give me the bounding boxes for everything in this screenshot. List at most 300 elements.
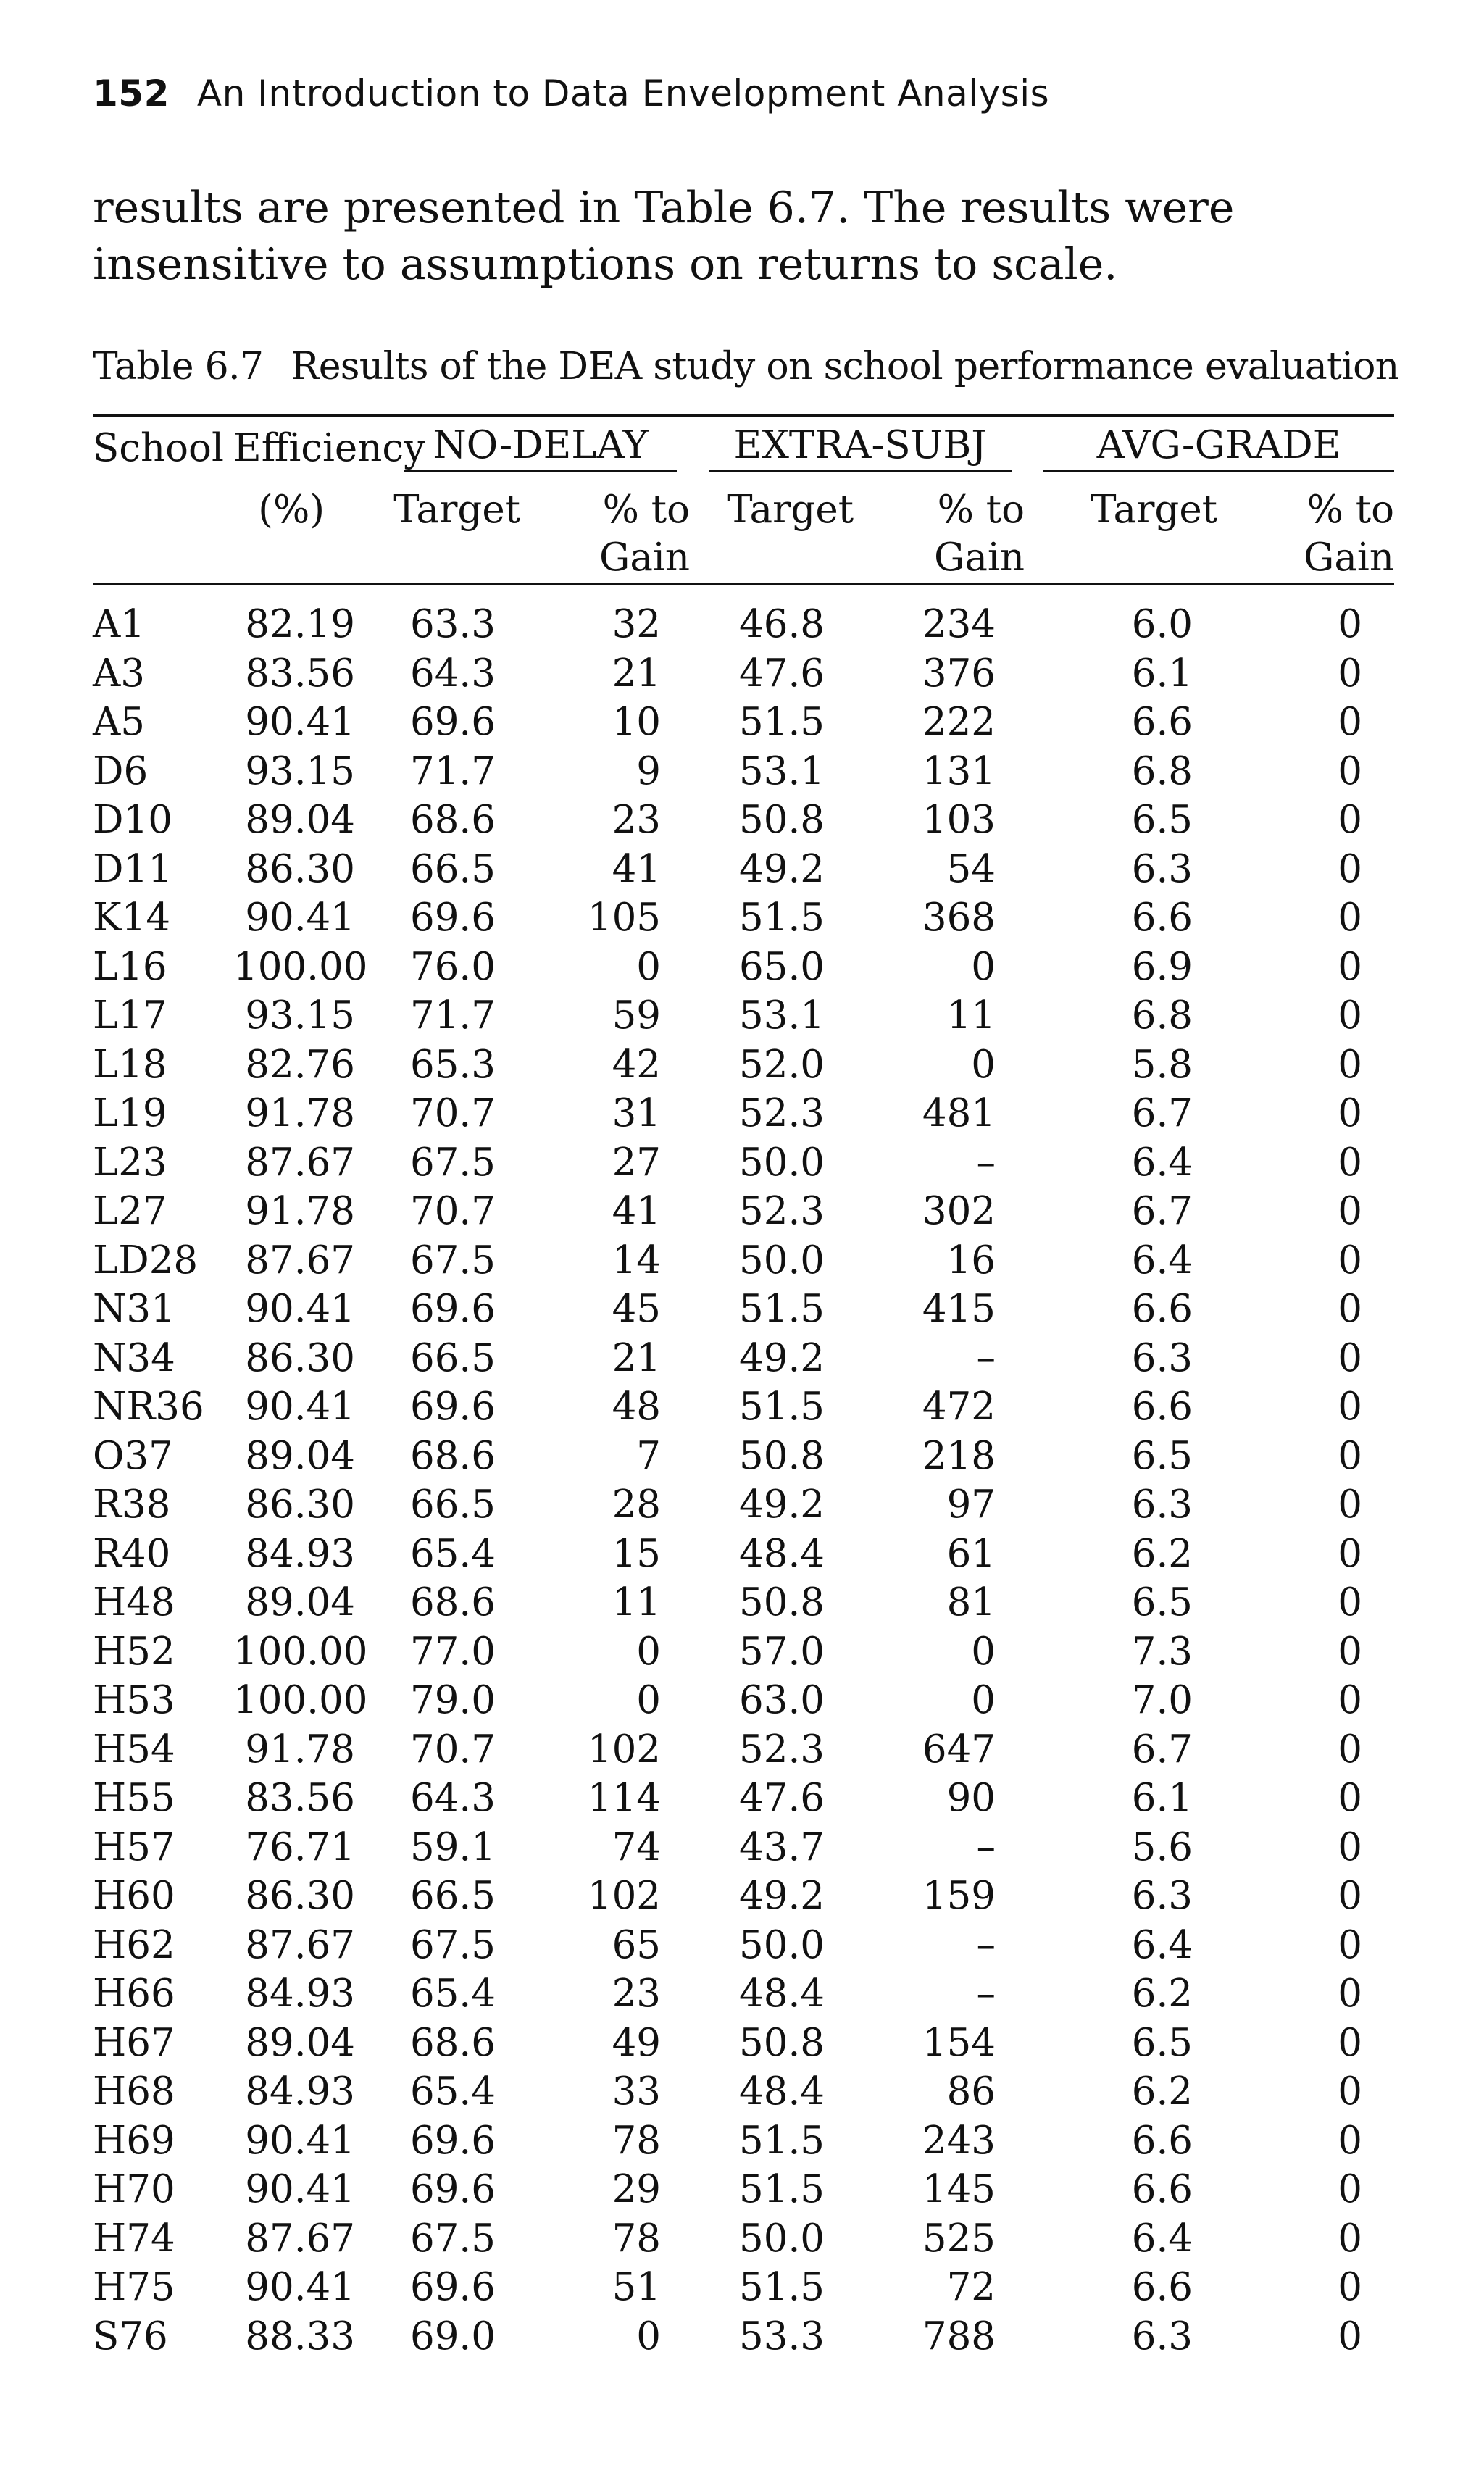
cell-efficiency: 86.30 [245, 1482, 355, 1527]
cell-avg-grade-gain: 0 [1338, 1776, 1363, 1820]
header-gain-2 [854, 479, 1025, 585]
cell-no-delay-target: 69.6 [409, 700, 496, 744]
cell-avg-grade-target: 6.6 [1131, 1385, 1193, 1429]
cell-avg-grade-target: 6.4 [1131, 2216, 1193, 2261]
cell-avg-grade-gain: 0 [1338, 651, 1363, 696]
cell-extra-subj-target: 49.2 [739, 1482, 825, 1527]
cell-no-delay-gain: 28 [612, 1482, 662, 1527]
cell-avg-grade-gain: 0 [1338, 1531, 1363, 1576]
table-row [93, 1530, 1394, 1579]
cell-extra-subj-target: 51.5 [739, 2265, 825, 2309]
table-row [93, 2312, 1394, 2361]
table-row [93, 1627, 1394, 1677]
header-group-extra-subj [690, 416, 1025, 480]
cell-avg-grade-target: 5.6 [1131, 1824, 1193, 1869]
header-gain-2-line1: % to [937, 488, 1025, 532]
cell-no-delay-gain: 7 [636, 1433, 662, 1478]
cell-extra-subj-target: 53.3 [739, 2314, 825, 2359]
cell-extra-subj-target: 47.6 [739, 651, 825, 696]
cell-efficiency: 87.67 [245, 1922, 355, 1967]
cell-avg-grade-gain: 0 [1338, 1189, 1363, 1233]
cell-no-delay-target: 70.7 [409, 1091, 496, 1135]
cell-extra-subj-gain: 61 [946, 1531, 996, 1576]
cell-avg-grade-target: 6.4 [1131, 1922, 1193, 1967]
cell-extra-subj-target: 65.0 [739, 944, 825, 989]
table-row [93, 1236, 1394, 1285]
cell-avg-grade-target: 6.2 [1131, 1972, 1193, 2016]
table-row [93, 698, 1394, 747]
cell-no-delay-gain: 15 [612, 1531, 662, 1576]
cell-no-delay-target: 77.0 [409, 1629, 496, 1674]
table-row [93, 1969, 1394, 2019]
cell-extra-subj-target: 51.5 [739, 896, 825, 940]
cell-no-delay-target: 59.1 [409, 1824, 496, 1869]
cell-no-delay-gain: 78 [612, 2118, 662, 2163]
header-gain-2-line2: Gain [933, 535, 1025, 580]
cell-avg-grade-gain: 0 [1338, 1042, 1363, 1087]
cell-avg-grade-gain: 0 [1338, 1091, 1363, 1135]
cell-avg-grade-gain: 0 [1338, 798, 1363, 842]
cell-extra-subj-target: 51.5 [739, 2167, 825, 2211]
cell-school: L17 [93, 993, 167, 1038]
table-row [93, 747, 1394, 796]
cell-extra-subj-gain: 0 [971, 1629, 996, 1674]
cell-avg-grade-target: 6.5 [1131, 1433, 1193, 1478]
cell-school: H70 [93, 2167, 175, 2211]
table-header [93, 416, 1394, 585]
cell-no-delay-target: 79.0 [409, 1678, 496, 1722]
table-row [93, 649, 1394, 698]
table-row [93, 2067, 1394, 2117]
table-row [93, 1041, 1394, 1090]
cell-school: H53 [93, 1678, 175, 1722]
cell-school: H52 [93, 1629, 175, 1674]
table-row [93, 1872, 1394, 1921]
header-group-avg-grade [1025, 416, 1394, 480]
cell-extra-subj-gain: 145 [922, 2167, 996, 2211]
table-row [93, 943, 1394, 992]
table-caption-text: Results of the DEA study on school performance evaluation [291, 345, 1399, 388]
table-body [93, 585, 1394, 2361]
cell-avg-grade-gain: 0 [1338, 2265, 1363, 2309]
cell-school: S76 [93, 2314, 168, 2359]
cell-extra-subj-gain: 222 [922, 700, 996, 744]
cell-extra-subj-gain: 302 [922, 1189, 996, 1233]
cell-avg-grade-gain: 0 [1338, 2118, 1363, 2163]
table-row [93, 1823, 1394, 1872]
cell-extra-subj-gain: 472 [922, 1385, 996, 1429]
cell-avg-grade-target: 6.3 [1131, 846, 1193, 891]
table-row [93, 1334, 1394, 1383]
cell-school: D10 [93, 798, 172, 842]
cell-no-delay-gain: 0 [636, 1678, 662, 1722]
cell-no-delay-target: 76.0 [409, 944, 496, 989]
cell-extra-subj-gain: 0 [971, 944, 996, 989]
cell-extra-subj-gain: 647 [922, 1727, 996, 1772]
cell-extra-subj-gain: 415 [922, 1287, 996, 1331]
cell-no-delay-gain: 0 [636, 1629, 662, 1674]
cell-school: A5 [93, 700, 145, 744]
cell-extra-subj-gain: 54 [946, 846, 996, 891]
header-gain-1-line1: % to [602, 488, 691, 532]
cell-efficiency: 90.41 [245, 1385, 355, 1429]
cell-extra-subj-gain: 218 [922, 1433, 996, 1478]
header-gain-3-line2: Gain [1303, 535, 1395, 580]
cell-extra-subj-gain: – [976, 1824, 996, 1869]
header-gain-3 [1220, 479, 1394, 585]
cell-no-delay-target: 65.3 [409, 1042, 496, 1087]
header-target-2: Target [690, 479, 854, 585]
table-row [93, 2019, 1394, 2068]
cell-extra-subj-target: 53.1 [739, 748, 825, 793]
cell-avg-grade-gain: 0 [1338, 2216, 1363, 2261]
header-efficiency: Efficiency [233, 425, 426, 470]
cell-extra-subj-target: 50.0 [739, 2216, 825, 2261]
cell-extra-subj-target: 53.1 [739, 993, 825, 1038]
cell-efficiency: 88.33 [245, 2314, 355, 2359]
cell-avg-grade-gain: 0 [1338, 896, 1363, 940]
header-target-1: Target [385, 479, 520, 585]
table-row [93, 845, 1394, 894]
cell-no-delay-gain: 9 [636, 748, 662, 793]
cell-no-delay-target: 69.6 [409, 2265, 496, 2309]
cell-avg-grade-gain: 0 [1338, 1335, 1363, 1380]
cell-extra-subj-gain: 481 [922, 1091, 996, 1135]
cell-school: D6 [93, 748, 149, 793]
cell-avg-grade-target: 6.0 [1131, 602, 1193, 646]
cell-no-delay-gain: 41 [612, 846, 662, 891]
cell-avg-grade-target: 6.2 [1131, 1531, 1193, 1576]
cell-efficiency: 90.41 [245, 2167, 355, 2211]
cell-school: A3 [93, 651, 145, 696]
cell-avg-grade-target: 6.6 [1131, 2265, 1193, 2309]
cell-efficiency: 84.93 [245, 2069, 355, 2114]
cell-avg-grade-gain: 0 [1338, 1629, 1363, 1674]
cell-no-delay-target: 66.5 [409, 1335, 496, 1380]
cell-school: L16 [93, 944, 167, 989]
cell-efficiency: 91.78 [245, 1727, 355, 1772]
cell-extra-subj-target: 49.2 [739, 846, 825, 891]
cell-avg-grade-gain: 0 [1338, 846, 1363, 891]
cell-no-delay-target: 68.6 [409, 798, 496, 842]
table-caption [93, 345, 1399, 388]
cell-extra-subj-gain: 0 [971, 1678, 996, 1722]
cell-extra-subj-target: 48.4 [739, 1972, 825, 2016]
cell-school: N34 [93, 1335, 175, 1380]
cell-efficiency: 84.93 [245, 1531, 355, 1576]
cell-extra-subj-target: 48.4 [739, 1531, 825, 1576]
cell-no-delay-gain: 29 [612, 2167, 662, 2211]
cell-no-delay-gain: 51 [612, 2265, 662, 2309]
cell-extra-subj-target: 50.8 [739, 1433, 825, 1478]
cell-avg-grade-target: 6.1 [1131, 651, 1193, 696]
cell-extra-subj-gain: 72 [946, 2265, 996, 2309]
cell-extra-subj-gain: 16 [946, 1238, 996, 1283]
cell-school: H48 [93, 1580, 175, 1625]
cell-avg-grade-target: 6.7 [1131, 1727, 1193, 1772]
cell-avg-grade-target: 6.3 [1131, 1874, 1193, 1918]
table-row [93, 2117, 1394, 2166]
cell-school: H66 [93, 1972, 175, 2016]
cell-avg-grade-target: 7.0 [1131, 1678, 1193, 1722]
cell-extra-subj-target: 47.6 [739, 1776, 825, 1820]
cell-extra-subj-target: 50.8 [739, 1580, 825, 1625]
cell-avg-grade-gain: 0 [1338, 1140, 1363, 1185]
cell-no-delay-gain: 49 [612, 2020, 662, 2065]
cell-no-delay-target: 70.7 [409, 1189, 496, 1233]
cell-no-delay-gain: 45 [612, 1287, 662, 1331]
cell-no-delay-gain: 59 [612, 993, 662, 1038]
cell-no-delay-target: 71.7 [409, 993, 496, 1038]
cell-avg-grade-target: 6.8 [1131, 993, 1193, 1038]
cell-avg-grade-target: 6.3 [1131, 1335, 1193, 1380]
cell-extra-subj-gain: 11 [946, 993, 996, 1038]
cell-efficiency: 100.00 [233, 944, 368, 989]
cell-no-delay-gain: 74 [612, 1824, 662, 1869]
cell-no-delay-target: 65.4 [409, 1972, 496, 2016]
cell-school: H62 [93, 1922, 175, 1967]
cell-no-delay-target: 69.6 [409, 2167, 496, 2211]
table-row [93, 991, 1394, 1041]
cell-efficiency: 90.41 [245, 700, 355, 744]
header-gain-1-line2: Gain [599, 535, 691, 580]
cell-no-delay-gain: 78 [612, 2216, 662, 2261]
results-table [93, 414, 1394, 2361]
cell-no-delay-target: 64.3 [409, 651, 496, 696]
cell-extra-subj-target: 49.2 [739, 1874, 825, 1918]
cell-no-delay-gain: 10 [612, 700, 662, 744]
cell-school: H57 [93, 1824, 175, 1869]
cell-extra-subj-target: 52.0 [739, 1042, 825, 1087]
cell-no-delay-target: 69.6 [409, 2118, 496, 2163]
cell-avg-grade-target: 6.2 [1131, 2069, 1193, 2114]
cell-school: R38 [93, 1482, 171, 1527]
cell-avg-grade-gain: 0 [1338, 1678, 1363, 1722]
cell-extra-subj-gain: 86 [946, 2069, 996, 2114]
cell-avg-grade-gain: 0 [1338, 1972, 1363, 2016]
cell-extra-subj-target: 51.5 [739, 2118, 825, 2163]
book-title: An Introduction to Data Envelopment Analysis [196, 72, 1050, 114]
cell-avg-grade-gain: 0 [1338, 1824, 1363, 1869]
cell-avg-grade-gain: 0 [1338, 944, 1363, 989]
page-number: 152 [93, 72, 170, 114]
cell-no-delay-target: 69.6 [409, 1287, 496, 1331]
cell-efficiency: 100.00 [233, 1629, 368, 1674]
cell-avg-grade-gain: 0 [1338, 1727, 1363, 1772]
cell-no-delay-gain: 0 [636, 2314, 662, 2359]
cell-efficiency: 90.41 [245, 2118, 355, 2163]
cell-no-delay-target: 66.5 [409, 1874, 496, 1918]
cell-no-delay-target: 68.6 [409, 1433, 496, 1478]
cell-avg-grade-target: 6.6 [1131, 2118, 1193, 2163]
cell-extra-subj-gain: 788 [922, 2314, 996, 2359]
cell-extra-subj-target: 57.0 [739, 1629, 825, 1674]
cell-avg-grade-gain: 0 [1338, 748, 1363, 793]
cell-efficiency: 93.15 [245, 748, 355, 793]
cell-school: L27 [93, 1189, 167, 1233]
cell-school: H60 [93, 1874, 175, 1918]
table-row [93, 1138, 1394, 1188]
table-row [93, 1480, 1394, 1530]
table-row [93, 2165, 1394, 2214]
cell-extra-subj-target: 43.7 [739, 1824, 825, 1869]
cell-extra-subj-gain: 525 [922, 2216, 996, 2261]
cell-school: LD28 [93, 1238, 199, 1283]
cell-extra-subj-gain: – [976, 1140, 996, 1185]
cell-efficiency: 86.30 [245, 1335, 355, 1380]
cell-no-delay-gain: 65 [612, 1922, 662, 1967]
cell-no-delay-gain: 14 [612, 1238, 662, 1283]
cell-extra-subj-target: 52.3 [739, 1189, 825, 1233]
cell-no-delay-target: 70.7 [409, 1727, 496, 1772]
cell-avg-grade-target: 6.4 [1131, 1238, 1193, 1283]
cell-no-delay-target: 68.6 [409, 1580, 496, 1625]
cell-extra-subj-gain: – [976, 1972, 996, 2016]
cell-extra-subj-gain: 368 [922, 896, 996, 940]
cell-efficiency: 91.78 [245, 1091, 355, 1135]
table-row [93, 1921, 1394, 1970]
cell-extra-subj-gain: 97 [946, 1482, 996, 1527]
cell-school: O37 [93, 1433, 173, 1478]
cell-no-delay-gain: 41 [612, 1189, 662, 1233]
cell-extra-subj-gain: 159 [922, 1874, 996, 1918]
cell-extra-subj-target: 51.5 [739, 1287, 825, 1331]
cell-no-delay-target: 67.5 [409, 2216, 496, 2261]
cell-efficiency: 84.93 [245, 1972, 355, 2016]
cell-no-delay-target: 66.5 [409, 846, 496, 891]
cell-no-delay-target: 71.7 [409, 748, 496, 793]
header-efficiency-unit: (%) [233, 479, 385, 585]
cell-no-delay-gain: 102 [587, 1874, 662, 1918]
cell-avg-grade-gain: 0 [1338, 1922, 1363, 1967]
cell-extra-subj-target: 50.0 [739, 1922, 825, 1967]
cell-school: A1 [93, 602, 145, 646]
cell-avg-grade-gain: 0 [1338, 1482, 1363, 1527]
cell-no-delay-gain: 31 [612, 1091, 662, 1135]
header-gain-3-line1: % to [1306, 488, 1395, 532]
cell-no-delay-target: 68.6 [409, 2020, 496, 2065]
cell-avg-grade-gain: 0 [1338, 993, 1363, 1038]
cell-avg-grade-target: 6.3 [1131, 1482, 1193, 1527]
cell-school: H68 [93, 2069, 175, 2114]
cell-extra-subj-target: 51.5 [739, 1385, 825, 1429]
cell-school: K14 [93, 896, 171, 940]
cell-extra-subj-target: 46.8 [739, 602, 825, 646]
cell-extra-subj-target: 50.0 [739, 1238, 825, 1283]
cell-school: R40 [93, 1531, 171, 1576]
cell-extra-subj-target: 63.0 [739, 1678, 825, 1722]
cell-no-delay-gain: 105 [587, 896, 662, 940]
cell-avg-grade-gain: 0 [1338, 1874, 1363, 1918]
table-row [93, 1383, 1394, 1432]
cell-avg-grade-target: 5.8 [1131, 1042, 1193, 1087]
cell-no-delay-gain: 21 [612, 1335, 662, 1380]
header-school-blank [93, 479, 233, 585]
table-row [93, 1676, 1394, 1725]
table-caption-number: Table 6.7 [93, 345, 264, 388]
table-row [93, 796, 1394, 845]
cell-efficiency: 100.00 [233, 1678, 368, 1722]
cell-school: N31 [93, 1287, 175, 1331]
cell-avg-grade-target: 6.5 [1131, 2020, 1193, 2065]
cell-efficiency: 82.76 [245, 1042, 355, 1087]
table-row [93, 893, 1394, 943]
cell-extra-subj-target: 50.0 [739, 1140, 825, 1185]
cell-no-delay-gain: 114 [587, 1776, 662, 1820]
cell-school: H55 [93, 1776, 175, 1820]
cell-no-delay-target: 66.5 [409, 1482, 496, 1527]
cell-avg-grade-target: 6.4 [1131, 1140, 1193, 1185]
cell-no-delay-target: 64.3 [409, 1776, 496, 1820]
body-paragraph: results are presented in Table 6.7. The results were insensitive to assumptions on returns to scale. [93, 183, 1235, 290]
cell-school: H67 [93, 2020, 175, 2065]
cell-avg-grade-gain: 0 [1338, 1287, 1363, 1331]
header-group-avg-grade-label: AVG-GRADE [1043, 423, 1394, 472]
cell-no-delay-target: 63.3 [409, 602, 496, 646]
cell-extra-subj-target: 49.2 [739, 1335, 825, 1380]
cell-no-delay-target: 65.4 [409, 1531, 496, 1576]
cell-efficiency: 86.30 [245, 1874, 355, 1918]
cell-efficiency: 89.04 [245, 1433, 355, 1478]
cell-avg-grade-gain: 0 [1338, 2167, 1363, 2211]
cell-school: H69 [93, 2118, 175, 2163]
table-row [93, 1578, 1394, 1627]
cell-efficiency: 82.19 [245, 602, 355, 646]
cell-avg-grade-gain: 0 [1338, 2314, 1363, 2359]
cell-no-delay-gain: 27 [612, 1140, 662, 1185]
cell-efficiency: 89.04 [245, 1580, 355, 1625]
cell-school: L23 [93, 1140, 167, 1185]
cell-efficiency: 87.67 [245, 1238, 355, 1283]
cell-extra-subj-gain: – [976, 1922, 996, 1967]
cell-avg-grade-target: 7.3 [1131, 1629, 1193, 1674]
cell-efficiency: 83.56 [245, 651, 355, 696]
cell-school: H75 [93, 2265, 175, 2309]
cell-efficiency: 90.41 [245, 2265, 355, 2309]
cell-school: H54 [93, 1727, 175, 1772]
cell-extra-subj-gain: 234 [922, 602, 996, 646]
cell-no-delay-gain: 23 [612, 1972, 662, 2016]
cell-extra-subj-gain: 90 [946, 1776, 996, 1820]
cell-extra-subj-gain: 376 [922, 651, 996, 696]
cell-no-delay-gain: 33 [612, 2069, 662, 2114]
cell-no-delay-gain: 0 [636, 944, 662, 989]
cell-efficiency: 87.67 [245, 2216, 355, 2261]
cell-efficiency: 89.04 [245, 2020, 355, 2065]
cell-no-delay-gain: 102 [587, 1727, 662, 1772]
cell-avg-grade-gain: 0 [1338, 2020, 1363, 2065]
cell-efficiency: 87.67 [245, 1140, 355, 1185]
cell-no-delay-gain: 21 [612, 651, 662, 696]
cell-extra-subj-target: 50.8 [739, 2020, 825, 2065]
running-head [93, 72, 1049, 114]
cell-no-delay-target: 69.0 [409, 2314, 496, 2359]
header-group-no-delay [385, 416, 690, 480]
cell-extra-subj-target: 48.4 [739, 2069, 825, 2114]
cell-no-delay-target: 67.5 [409, 1238, 496, 1283]
cell-avg-grade-target: 6.6 [1131, 1287, 1193, 1331]
cell-avg-grade-target: 6.7 [1131, 1091, 1193, 1135]
cell-no-delay-gain: 48 [612, 1385, 662, 1429]
cell-extra-subj-gain: 131 [922, 748, 996, 793]
table-row [93, 1432, 1394, 1481]
cell-extra-subj-gain: 103 [922, 798, 996, 842]
table-row [93, 1187, 1394, 1236]
cell-avg-grade-target: 6.8 [1131, 748, 1193, 793]
cell-efficiency: 86.30 [245, 846, 355, 891]
cell-avg-grade-gain: 0 [1338, 1385, 1363, 1429]
table-row [93, 2263, 1394, 2312]
